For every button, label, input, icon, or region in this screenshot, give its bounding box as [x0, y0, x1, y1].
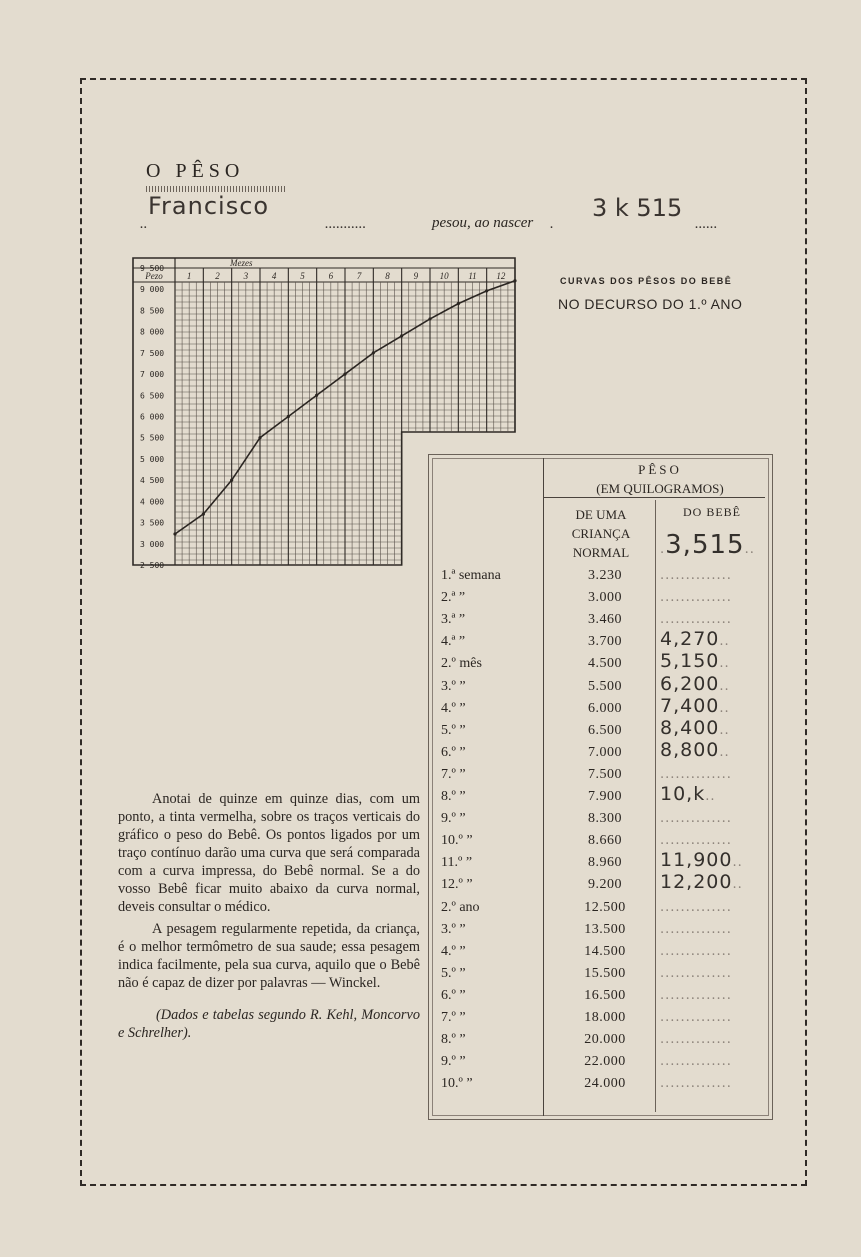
- y-tick-label: 5 000: [140, 454, 165, 464]
- header-normal-line-3: NORMAL: [572, 545, 630, 560]
- row-baby-weight[interactable]: ..............: [660, 612, 732, 628]
- table-header-baby: DO BEBÊ: [683, 505, 741, 519]
- row-normal-weight: 7.900: [588, 789, 622, 804]
- row-baby-weight-value: 12,200: [660, 871, 733, 894]
- birth-weight-value[interactable]: 3 k 515: [592, 194, 683, 222]
- row-period: 4.ª ”: [441, 634, 466, 650]
- row-normal-weight: 8.300: [588, 811, 622, 827]
- curve-point: [173, 532, 176, 535]
- baby-birth-weight-value: 3,515: [665, 530, 745, 560]
- y-tick-label: 4 000: [140, 497, 165, 507]
- curve-point: [400, 334, 403, 337]
- row-baby-weight-value: 8,400: [660, 716, 720, 739]
- row-baby-weight[interactable]: ..............: [660, 987, 732, 1003]
- row-baby-weight[interactable]: ..............: [660, 1054, 732, 1070]
- y-tick-label: 2 500: [140, 561, 165, 570]
- row-period: 4.º ”: [441, 700, 466, 716]
- row-normal-weight: 9.200: [588, 877, 622, 893]
- row-period: 2.ª ”: [441, 590, 466, 606]
- row-period: 2.º ano: [441, 899, 480, 915]
- table-header-unit: (EM QUILOGRAMOS): [596, 481, 724, 496]
- row-normal-weight: 12.500: [584, 899, 626, 915]
- row-baby-weight-value: 6,200: [660, 672, 720, 695]
- table-header-rule: [543, 497, 765, 498]
- row-normal-weight: 8.960: [588, 855, 622, 871]
- curve-point: [258, 436, 261, 439]
- row-baby-weight[interactable]: ..............: [660, 811, 732, 827]
- row-baby-weight[interactable]: 11,900..: [660, 849, 743, 872]
- row-normal-weight: 8.660: [588, 833, 622, 849]
- row-normal-weight: 24.000: [584, 1076, 626, 1092]
- y-tick-label: 5 500: [140, 433, 165, 443]
- x-tick-label: 12: [496, 271, 506, 281]
- curve-point: [343, 372, 346, 375]
- row-baby-weight[interactable]: 8,800..: [660, 738, 730, 761]
- chart-title: CURVAS DOS PÊSOS DO BEBÊ: [560, 276, 733, 286]
- y-tick-label: 8 500: [140, 306, 165, 316]
- row-normal-weight: 16.500: [584, 987, 626, 1003]
- row-baby-weight[interactable]: 7,400..: [660, 694, 730, 717]
- weighed-label: pesou, ao nascer: [432, 215, 534, 231]
- row-baby-weight[interactable]: ..............: [660, 943, 732, 959]
- row-period: 1.ª semana: [441, 568, 501, 583]
- row-baby-weight-value: 8,800: [660, 738, 720, 761]
- row-baby-weight[interactable]: ..............: [660, 766, 732, 782]
- row-baby-weight-value: 11,900: [660, 849, 733, 872]
- row-baby-weight[interactable]: 10,k..: [660, 783, 716, 805]
- row-period: 3.ª ”: [441, 612, 466, 628]
- row-period: 5.º ”: [441, 722, 466, 738]
- row-period: 12.º ”: [441, 877, 473, 893]
- row-period: 3.º ”: [441, 678, 466, 694]
- y-tick-label: 3 000: [140, 539, 165, 549]
- row-baby-weight[interactable]: ..............: [660, 965, 732, 981]
- row-period: 7.º ”: [441, 766, 466, 782]
- x-tick-label: 10: [439, 271, 449, 281]
- y-tick-label: 3 500: [140, 518, 165, 528]
- row-baby-weight[interactable]: ..............: [660, 1076, 732, 1092]
- row-period: 4.º ”: [441, 943, 466, 959]
- curve-point: [485, 289, 488, 292]
- row-baby-weight-value: 7,400: [660, 694, 720, 717]
- x-tick-label: 11: [468, 271, 477, 281]
- row-normal-weight: 5.500: [588, 678, 622, 694]
- row-baby-weight-value: 5,150: [660, 650, 720, 673]
- row-baby-weight[interactable]: 6,200..: [660, 672, 730, 695]
- row-normal-weight: 7.500: [588, 766, 622, 782]
- header-normal-line-1: DE UMA: [575, 507, 627, 522]
- curve-point: [202, 512, 205, 515]
- row-normal-weight: 3.000: [588, 590, 622, 606]
- curve-point: [287, 415, 290, 418]
- table-divider-baby: [655, 500, 656, 1112]
- x-tick-label: 5: [300, 271, 305, 281]
- row-period: 10.º ”: [441, 833, 473, 849]
- curve-point: [372, 351, 375, 354]
- curve-point: [513, 279, 516, 282]
- row-normal-weight: 18.000: [584, 1010, 626, 1025]
- x-tick-label: 4: [271, 271, 277, 281]
- y-tick-label: 9 500: [140, 264, 165, 273]
- row-normal-weight: 6.000: [588, 700, 622, 716]
- curve-point: [428, 317, 431, 320]
- row-baby-weight[interactable]: ..............: [660, 833, 732, 849]
- row-normal-weight: 6.500: [588, 722, 622, 738]
- x-tick-label: 7: [356, 271, 362, 281]
- row-normal-weight: 13.500: [584, 921, 626, 937]
- y-tick-label: 6 500: [140, 391, 165, 401]
- row-normal-weight: 15.500: [584, 965, 626, 981]
- y-tick-label: 7 000: [140, 370, 165, 380]
- row-period: 9.º ”: [441, 811, 466, 827]
- row-normal-weight: 20.000: [584, 1032, 626, 1048]
- y-tick-label: 9 000: [140, 285, 165, 295]
- row-normal-weight: 4.500: [588, 656, 622, 672]
- row-period: 6.º ”: [441, 987, 466, 1003]
- curve-point: [230, 479, 233, 482]
- row-normal-weight: 3.700: [588, 634, 622, 650]
- x-tick-label: 9: [413, 271, 419, 281]
- header-normal-line-2: CRIANÇA: [571, 526, 631, 541]
- row-baby-weight[interactable]: ..............: [660, 899, 732, 915]
- x-tick-label: 6: [328, 271, 334, 281]
- row-normal-weight: 3.230: [588, 568, 622, 583]
- row-baby-weight[interactable]: 8,400..: [660, 716, 730, 739]
- row-period: 8.º ”: [441, 789, 466, 804]
- row-baby-weight[interactable]: 4,270..: [660, 628, 730, 651]
- instructions-paragraph-2: A pesagem regularmente repetida, da criança, é o melhor termômetro de sua saude; essa pesagem indica facilmente, pela sua curva, aquilo que o Bebê não é capaz de dizer por palavras — Winckel.: [118, 921, 420, 991]
- y-tick-label: 4 500: [140, 476, 165, 486]
- y-tick-label: 6 000: [140, 412, 165, 422]
- table-divider: [543, 458, 544, 1116]
- row-period: 9.º ”: [441, 1054, 466, 1070]
- x-axis-label: Mezes: [230, 258, 253, 268]
- table-header-normal: [548, 505, 654, 562]
- baby-birth-weight[interactable]: .3,515..: [660, 530, 755, 560]
- row-period: 3.º ”: [441, 921, 466, 937]
- y-tick-label: 7 500: [140, 348, 165, 358]
- row-period: 11.º ”: [441, 855, 473, 871]
- row-baby-weight-value: 10,k: [660, 783, 706, 805]
- x-tick-label: 1: [186, 271, 192, 281]
- row-baby-weight[interactable]: 5,150..: [660, 650, 730, 673]
- row-period: 6.º ”: [441, 744, 466, 760]
- row-period: 8.º ”: [441, 1032, 466, 1048]
- row-normal-weight: 3.460: [588, 612, 622, 628]
- row-period: 5.º ”: [441, 965, 466, 981]
- row-normal-weight: 14.500: [584, 943, 626, 959]
- row-period: 10.º ”: [441, 1076, 473, 1092]
- row-period: 2.º mês: [441, 656, 482, 672]
- y-tick-label: 8 000: [140, 327, 165, 337]
- child-name[interactable]: Francisco: [148, 192, 270, 220]
- row-normal-weight: 7.000: [588, 744, 622, 760]
- x-tick-label: 8: [385, 271, 390, 281]
- curve-point: [457, 302, 460, 305]
- row-baby-weight[interactable]: ..............: [660, 921, 732, 937]
- source-note: (Dados e tabelas segundo R. Kehl, Moncorvo e Schrelher).: [118, 1007, 420, 1041]
- row-baby-weight[interactable]: ..............: [660, 590, 732, 606]
- x-tick-label: 3: [243, 271, 249, 281]
- row-baby-weight[interactable]: ..............: [660, 568, 732, 583]
- row-baby-weight[interactable]: ..............: [660, 1010, 732, 1025]
- table-header-peso: PÊSO: [638, 462, 682, 477]
- row-period: 7.º ”: [441, 1010, 466, 1025]
- page-title: O PÊSO: [146, 160, 245, 182]
- row-baby-weight[interactable]: ..............: [660, 1032, 732, 1048]
- chart-subtitle: NO DECURSO DO 1.º ANO: [558, 296, 743, 312]
- x-tick-label: 2: [215, 271, 220, 281]
- row-baby-weight-value: 4,270: [660, 628, 720, 651]
- y-axis-label: Pezo: [145, 271, 163, 281]
- row-baby-weight[interactable]: 12,200..: [660, 871, 743, 894]
- curve-point: [315, 394, 318, 397]
- instructions-text: [118, 790, 420, 1042]
- instructions-paragraph-1: Anotai de quinze em quinze dias, com um ponto, a tinta vermelha, sobre os traços verticais do gráfico o peso do Bebê. Os pontos ligados por um traço contínuo darão uma curva que será comparada com a curva impressa, do Bebê normal. Se a do vosso Bebê ficar muito abaixo da curva normal, deveis consultar o médico.: [118, 791, 420, 915]
- row-normal-weight: 22.000: [584, 1054, 626, 1070]
